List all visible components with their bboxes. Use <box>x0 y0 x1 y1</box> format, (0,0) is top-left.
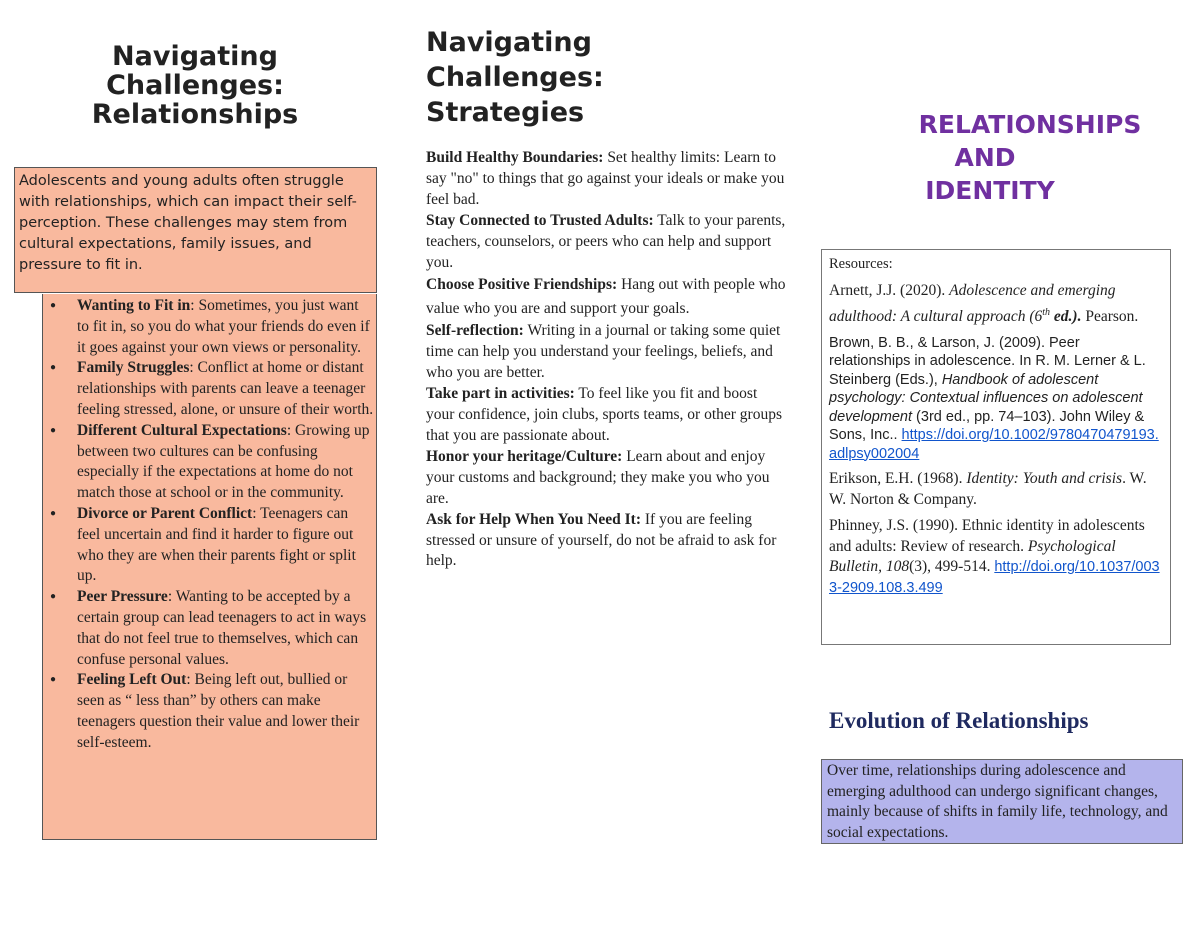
item-text: : Teenagers can feel uncertain and find it harder to figure out who they are when their parents fight or split up. <box>77 504 356 585</box>
strategy-term: Ask for Help When You Need It: <box>426 510 642 528</box>
ref-sup: th <box>1042 307 1051 318</box>
doi-link[interactable]: http://doi.org/10.1037/0033-2909.108.3.499 <box>829 559 1160 596</box>
ref-text: (3), 499-514. <box>909 558 995 576</box>
strategy-item <box>426 273 786 321</box>
reference-arnett <box>829 281 1164 328</box>
resources-box <box>821 249 1171 645</box>
list-item <box>77 421 374 504</box>
strategy-item <box>426 148 786 211</box>
ref-title: Adolescence and emerging adulthood: A cultural approach (6 <box>829 281 1116 326</box>
evolution-box <box>821 759 1183 844</box>
strategy-text: Set healthy limits: Learn to say "no" to things that go against your ideals or make you feel bad. <box>426 149 785 208</box>
challenges-list-box <box>42 294 377 840</box>
item-term: Feeling Left Out <box>77 671 187 689</box>
item-term: Family Struggles <box>77 359 190 377</box>
item-term: Divorce or Parent Conflict <box>77 504 253 522</box>
title-line: Challenges: <box>106 70 284 101</box>
resources-label <box>829 254 1164 275</box>
challenges-list <box>43 296 374 754</box>
strategy-item <box>426 321 786 384</box>
item-text: : Conflict at home or distant relationships with parents can leave a teenager feeling stressed, alone, or unsure of their worth. <box>77 359 374 418</box>
title-line: RELATIONSHIPS <box>918 110 1142 139</box>
list-item <box>77 504 374 587</box>
resources-label-text: Resources: <box>829 256 893 272</box>
ref-text: Brown, B. B., & Larson, J. (2009). Peer relationships in adolescence. In R. M. Lerner & L. Steinberg (Eds.), <box>829 334 1146 388</box>
item-text: : Sometimes, you just want to fit in, so you do what your friends do even if it goes against your own views or personality. <box>77 297 370 356</box>
strategy-term: Take part in activities: <box>426 385 575 403</box>
strategy-text: Hang out with people who value who you are and support your goals. <box>426 276 786 318</box>
item-text: : Wanting to be accepted by a certain group can lead teenagers to act in ways that do not feel true to themselves, which can confuse personal values. <box>77 588 367 668</box>
ref-text: . W. W. Norton & Company. <box>829 470 1147 508</box>
ref-text: Erikson, E.H. (1968). <box>829 470 967 488</box>
ref-text: Phinney, J.S. (1990). Ethnic identity in adolescents and adults: Review of research. <box>829 517 1145 555</box>
strategy-term: Honor your heritage/Culture: <box>426 447 623 465</box>
relationships-challenges-title <box>40 42 350 129</box>
strategy-text: To feel like you fit and boost your confidence, join clubs, sports teams, or other groups that you are passionate about. <box>426 385 782 444</box>
item-term: Peer Pressure <box>77 588 168 606</box>
item-text: : Growing up between two cultures can be confusing especially if the expectations at home do not match those at school or in the community. <box>77 421 370 502</box>
list-item <box>77 670 374 753</box>
strategy-item <box>426 211 786 274</box>
strategies-list <box>426 148 786 572</box>
reference-phinney <box>829 516 1164 598</box>
item-term: Wanting to Fit in <box>77 297 191 314</box>
brochure-title <box>880 108 1180 207</box>
doi-link[interactable]: https://doi.org/10.1002/9780470479193.adlpsy002004 <box>829 427 1159 462</box>
strategy-term: Self-reflection: <box>426 322 524 340</box>
strategy-text: Learn about and enjoy your customs and background; they make you who you are. <box>426 447 770 507</box>
ref-title: Psychological Bulletin, 108 <box>829 537 1116 576</box>
strategy-item <box>426 384 786 447</box>
title-line: AND <box>954 143 1016 172</box>
strategy-item <box>426 510 786 573</box>
strategy-text: If you are feeling stressed or unsure of yourself, do not be afraid to ask for help. <box>426 510 777 570</box>
strategy-term: Build Healthy Boundaries: <box>426 149 604 166</box>
intro-text: Adolescents and young adults often struggle with relationships, which can impact their self-perception. These challenges may stem from cultural expectations, family issues, and pressure to fit in. <box>19 173 357 273</box>
strategies-title <box>426 25 604 130</box>
strategy-text: Talk to your parents, teachers, counselors, or peers who can help and support you. <box>426 211 786 271</box>
title-line: Navigating <box>426 27 592 58</box>
title-line: IDENTITY <box>925 176 1055 205</box>
item-term: Different Cultural Expectations <box>77 421 287 439</box>
list-item <box>77 358 374 420</box>
reference-brown <box>829 334 1164 464</box>
ref-text: (3rd ed., pp. 74–103). John Wiley & Sons, Inc.. <box>829 408 1145 444</box>
evolution-title-text: Evolution of Relationships <box>829 708 1089 733</box>
item-text: : Being left out, bullied or seen as “ less than” by others can make teenagers question their value and lower their self-esteem. <box>77 671 360 751</box>
ref-edition: ed.). <box>1050 308 1082 326</box>
intro-box <box>14 167 377 293</box>
list-item <box>77 587 374 670</box>
title-line: Relationships <box>91 99 299 130</box>
list-item <box>77 296 374 358</box>
ref-publisher: Pearson. <box>1081 308 1139 326</box>
ref-text: Arnett, J.J. (2020). <box>829 281 950 299</box>
evolution-text: Over time, relationships during adolescence and emerging adulthood can undergo significant changes, mainly because of shifts in family life, technology, and social expectations. <box>827 762 1168 841</box>
title-line: Challenges: <box>426 62 604 93</box>
strategy-item <box>426 447 786 510</box>
strategy-text: Writing in a journal or taking some quiet time can help you understand your feelings, beliefs, and who you are better. <box>426 322 781 382</box>
title-line: Navigating <box>112 41 278 72</box>
ref-title: Identity: Youth and crisis <box>966 470 1123 488</box>
strategy-term: Stay Connected to Trusted Adults: <box>426 211 654 229</box>
evolution-title <box>829 708 1088 734</box>
ref-title: Handbook of adolescent psychology: Contextual influences on adolescent development <box>829 371 1143 425</box>
strategy-term: Choose Positive Friendships: <box>426 276 618 294</box>
title-line: Strategies <box>426 97 585 128</box>
reference-erikson <box>829 469 1164 510</box>
